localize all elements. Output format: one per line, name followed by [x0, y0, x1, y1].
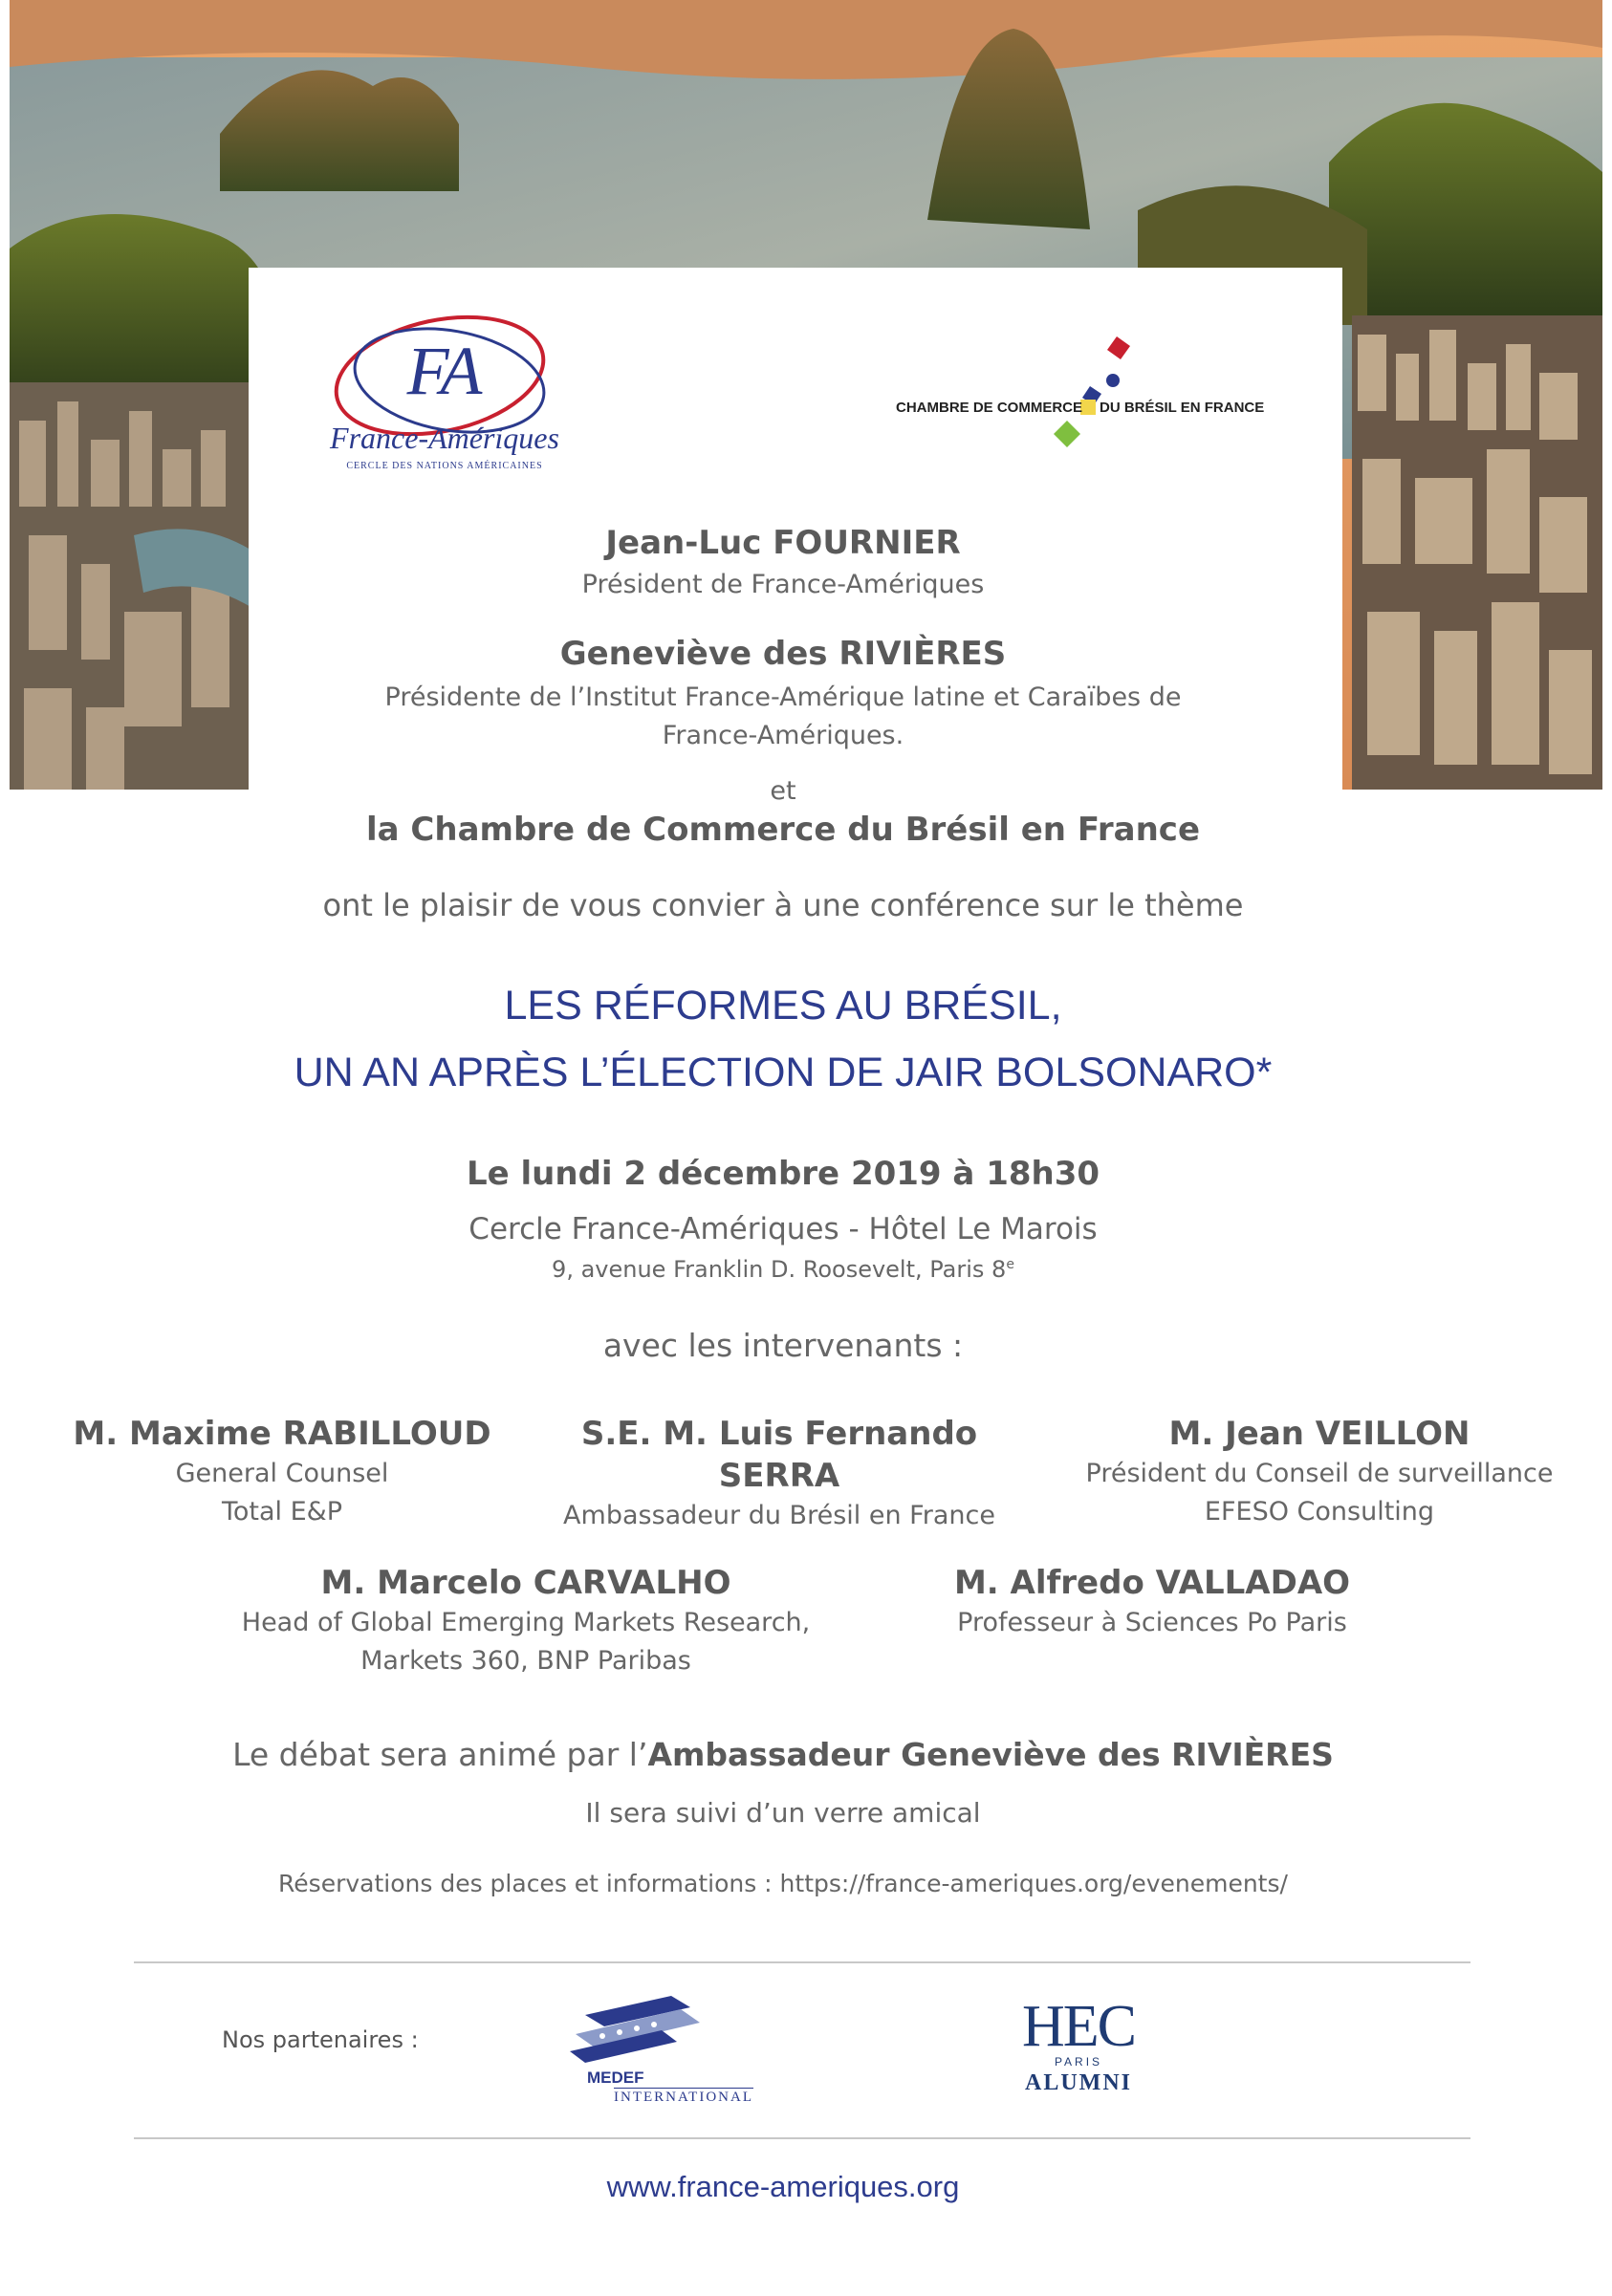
host-name-2: Geneviève des RIVIÈRES: [559, 635, 1007, 673]
host-role-2-line2: France-Amériques.: [662, 721, 904, 750]
moderator-line: [0, 1736, 1589, 1773]
speaker-name: S.E. M. Luis Fernando SERRA: [580, 1415, 978, 1495]
hec-alumni: ALUMNI: [1025, 2070, 1132, 2095]
event-address: [0, 1256, 1589, 1283]
event-address-sup: e: [1006, 1257, 1014, 1272]
divider-top: [134, 1961, 1470, 1963]
theme-title-line1: LES RÉFORMES AU BRÉSIL,: [504, 983, 1062, 1029]
partners-label: Nos partenaires :: [222, 2026, 419, 2053]
speaker-name: M. Maxime RABILLOUD: [73, 1415, 491, 1453]
speakers-intro: avec les intervenants :: [602, 1327, 964, 1364]
speaker-name: M. Jean VEILLON: [1168, 1415, 1470, 1453]
hec-paris: PARIS: [1054, 2055, 1103, 2069]
medef-sub: INTERNATIONAL: [614, 2090, 753, 2105]
speaker-title: General Counsel: [175, 1459, 389, 1488]
speaker-card-2: [535, 1413, 1023, 1535]
moderator-name: Ambassadeur Geneviève des RIVIÈRES: [647, 1736, 1334, 1773]
fa-tagline: CERCLE DES NATIONS AMÉRICAINES: [346, 461, 543, 471]
speaker-card-3: [1061, 1413, 1578, 1531]
website-link[interactable]: www.france-ameriques.org: [606, 2170, 960, 2203]
speaker-company: Total E&P: [221, 1497, 343, 1527]
speaker-card-5: [889, 1562, 1415, 1642]
fa-name: France-Amériques: [330, 421, 559, 455]
event-address-text: 9, avenue Franklin D. Roosevelt, Paris 8: [552, 1256, 1007, 1283]
ccbf-name-right: DU BRÉSIL EN FRANCE: [1100, 400, 1265, 416]
speaker-card-1: [57, 1413, 507, 1531]
hec-alumni-logo: [1002, 1994, 1155, 2103]
host-name-1: Jean-Luc FOURNIER: [605, 524, 961, 562]
reservations-info: Réservations des places et informations : https://france-ameriques.org/evenements/: [278, 1870, 1288, 1897]
event-date: Le lundi 2 décembre 2019 à 18h30: [466, 1155, 1100, 1193]
invite-line: ont le plaisir de vous convier à une conférence sur le thème: [322, 887, 1244, 923]
ccbf-name-left: CHAMBRE DE COMMERCE: [896, 400, 1082, 416]
speaker-name: M. Alfredo VALLADAO: [953, 1564, 1351, 1602]
speaker-company: EFESO Consulting: [1204, 1497, 1435, 1527]
france-ameriques-logo: [320, 304, 569, 486]
moderator-prefix: Le débat sera animé par l’: [232, 1736, 648, 1773]
ccbf-logo: [880, 335, 1281, 459]
speaker-title: Head of Global Emerging Markets Research,: [241, 1608, 811, 1637]
fa-monogram: FA: [406, 333, 483, 409]
speaker-title: Ambassadeur du Brésil en France: [563, 1501, 995, 1530]
speaker-company: Markets 360, BNP Paribas: [360, 1646, 691, 1676]
theme-title-line2: UN AN APRÈS L’ÉLECTION DE JAIR BOLSONARO*: [294, 1050, 1273, 1095]
reception-note: Il sera suivi d’un verre amical: [585, 1797, 981, 1829]
speaker-title: Président du Conseil de surveillance: [1085, 1459, 1554, 1488]
connector-text: et: [770, 776, 796, 806]
hec-name: HEC: [1022, 1994, 1135, 2059]
chamber-name: la Chambre de Commerce du Brésil en France: [365, 811, 1201, 849]
speaker-title: Professeur à Sciences Po Paris: [957, 1608, 1347, 1637]
host-role-2-line1: Présidente de l’Institut France-Amérique latine et Caraïbes de: [384, 682, 1182, 712]
divider-bottom: [134, 2137, 1470, 2139]
medef-logo: [566, 1994, 776, 2109]
event-venue: Cercle France-Amériques - Hôtel Le Marois: [468, 1212, 1098, 1246]
speaker-card-4: [229, 1562, 822, 1680]
host-role-1: Président de France-Amériques: [581, 570, 985, 599]
speaker-name: M. Marcelo CARVALHO: [320, 1564, 731, 1602]
medef-name: MEDEF: [587, 2069, 644, 2087]
